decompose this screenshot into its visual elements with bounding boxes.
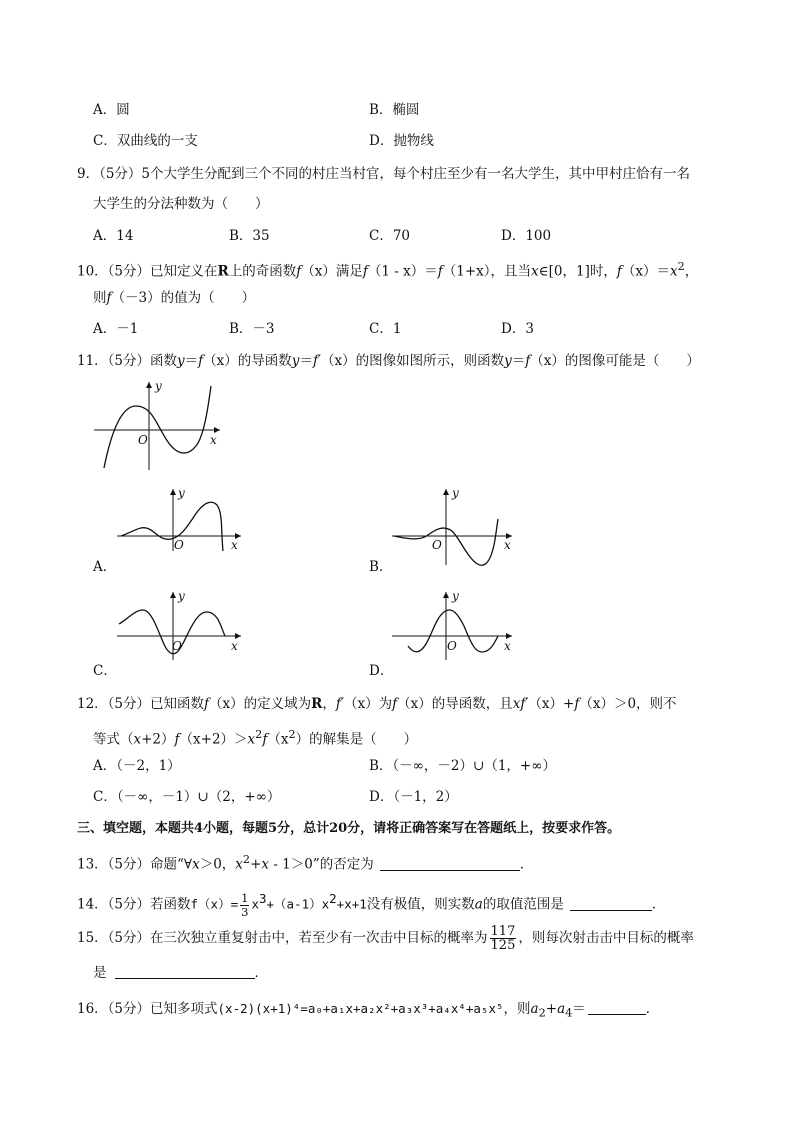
q11-option-a-graph bbox=[115, 485, 250, 555]
q8-option-c: C．双曲线的一支 bbox=[93, 133, 198, 149]
q10-option-b: B．－3 bbox=[229, 321, 275, 337]
q11-option-a-label: A． bbox=[93, 559, 117, 575]
x-axis-label: x bbox=[504, 639, 511, 653]
y-axis-arrow-icon bbox=[146, 382, 152, 388]
y-axis-label: y bbox=[452, 486, 459, 500]
x-axis-label: x bbox=[231, 538, 238, 552]
q11-option-c-graph bbox=[115, 588, 250, 663]
origin-label: O bbox=[432, 538, 442, 552]
q11-option-d-label: D． bbox=[369, 663, 394, 679]
q9-stem-line2: 大学生的分法种数为（ ） bbox=[93, 196, 269, 212]
q11-stem: 11．（5分）函数y＝f（x）的导函数y＝f′（x）的图像如图所示，则函数y＝f（x）的图像可能是（ ） bbox=[77, 353, 700, 369]
x-axis-label: x bbox=[231, 639, 238, 653]
q12-stem-line2: 等式$(x+2)f(x+2)>x^2f(x^2)$的解集是（ ） bbox=[93, 728, 418, 748]
q15-stem-line2: 是 ． bbox=[93, 965, 268, 981]
q9-stem-line1: 9．（5分）5个大学生分配到三个不同的村庄当村官，每个村庄至少有一名大学生，其中甲村庄恰有一名 bbox=[77, 166, 691, 182]
q9-option-a: A．14 bbox=[93, 228, 134, 244]
x-axis-label: x bbox=[504, 538, 511, 552]
q10-option-a: A．－1 bbox=[93, 321, 139, 337]
q8-option-a: A．圆 bbox=[93, 102, 130, 118]
q9-option-b: B．35 bbox=[229, 228, 270, 244]
y-axis-label: y bbox=[452, 589, 459, 603]
q12-option-d: D．（－1，2） bbox=[369, 789, 458, 805]
curve-a bbox=[121, 502, 223, 551]
q14-answer-blank[interactable] bbox=[570, 896, 652, 911]
q8-option-b: B．椭圆 bbox=[369, 102, 420, 118]
y-axis-arrow-icon bbox=[443, 592, 449, 598]
q9-option-d: D．100 bbox=[501, 228, 552, 244]
fraction: $\frac{1}{3}$ bbox=[241, 890, 249, 919]
q8-option-d: D．抛物线 bbox=[369, 133, 434, 149]
q11-option-b-label: B． bbox=[369, 559, 393, 575]
q10-stem-line2: 则f（－3）的值为（ ） bbox=[93, 290, 256, 306]
origin-label: O bbox=[447, 639, 457, 653]
q10-stem-line1: 10．（5分）已知定义在R上的奇函数f（x）满足f（1 - x）＝f（1+x），且当x∈[0，1]时，$f(x)=x^2$， bbox=[77, 260, 699, 280]
q10-option-c: C．1 bbox=[369, 321, 402, 337]
q11-option-b-graph bbox=[390, 485, 525, 570]
derivative-curve bbox=[104, 386, 211, 468]
section-3-heading: 三、填空题，本题共4小题，每题5分，总计20分，请将正确答案写在答题纸上，按要求作答。 bbox=[77, 821, 621, 836]
q11-derivative-graph bbox=[90, 378, 230, 473]
y-axis-arrow-icon bbox=[443, 489, 449, 495]
q12-option-a: A．（－2，1） bbox=[93, 758, 181, 774]
q9-option-c: C．70 bbox=[369, 228, 411, 244]
y-axis-arrow-icon bbox=[170, 592, 176, 598]
y-axis-label: y bbox=[178, 486, 185, 500]
q10-option-d: D．3 bbox=[501, 321, 534, 337]
y-axis-arrow-icon bbox=[170, 489, 176, 495]
origin-label: O bbox=[172, 639, 182, 653]
fraction: $\frac{117}{125}$ bbox=[490, 924, 516, 953]
y-axis-label: y bbox=[178, 589, 185, 603]
q16-stem: 16．（5分）已知多项式(x-2)(x+1)⁴=a₀+a₁x+a₂x²+a₃x³+a₄x⁴+a₅x⁵，则$a_2+a_4=$ ． bbox=[77, 1001, 660, 1020]
q15-stem-line1: 15．（5分）在三次独立重复射击中，若至少有一次击中目标的概率为 $\frac{117}{125}$ ，则每次射击击中目标的概率 bbox=[77, 924, 694, 953]
q12-option-c: C．（－∞，－1）∪（2，+∞） bbox=[93, 789, 281, 805]
q15-answer-blank[interactable] bbox=[115, 964, 255, 979]
q16-answer-blank[interactable] bbox=[588, 1000, 646, 1015]
q14-stem: 14．（5分）若函数f（x）= $\frac{1}{3}$ $x^3+(a-1)x^2+x+1$没有极值，则实数a的取值范围是 ． bbox=[77, 890, 666, 919]
origin-label: O bbox=[174, 538, 184, 552]
origin-label: O bbox=[138, 433, 148, 447]
q11-option-d-graph bbox=[390, 588, 525, 663]
q12-option-b: B．（－∞，－2）∪（1，+∞） bbox=[369, 758, 556, 774]
q13-stem: 13．（5分）命题“∀x＞0，$x^2+x - 1>0$”的否定为 ． bbox=[77, 853, 534, 873]
q11-option-c-label: C． bbox=[93, 663, 117, 679]
y-axis-label: y bbox=[155, 379, 162, 393]
x-axis-label: x bbox=[210, 433, 217, 447]
q12-stem-line1: 12．（5分）已知函数f（x）的定义域为R，f′（x）为f（x）的导函数，且xf′（x）+f（x）＞0，则不 bbox=[77, 696, 677, 712]
q13-answer-blank[interactable] bbox=[380, 856, 520, 871]
